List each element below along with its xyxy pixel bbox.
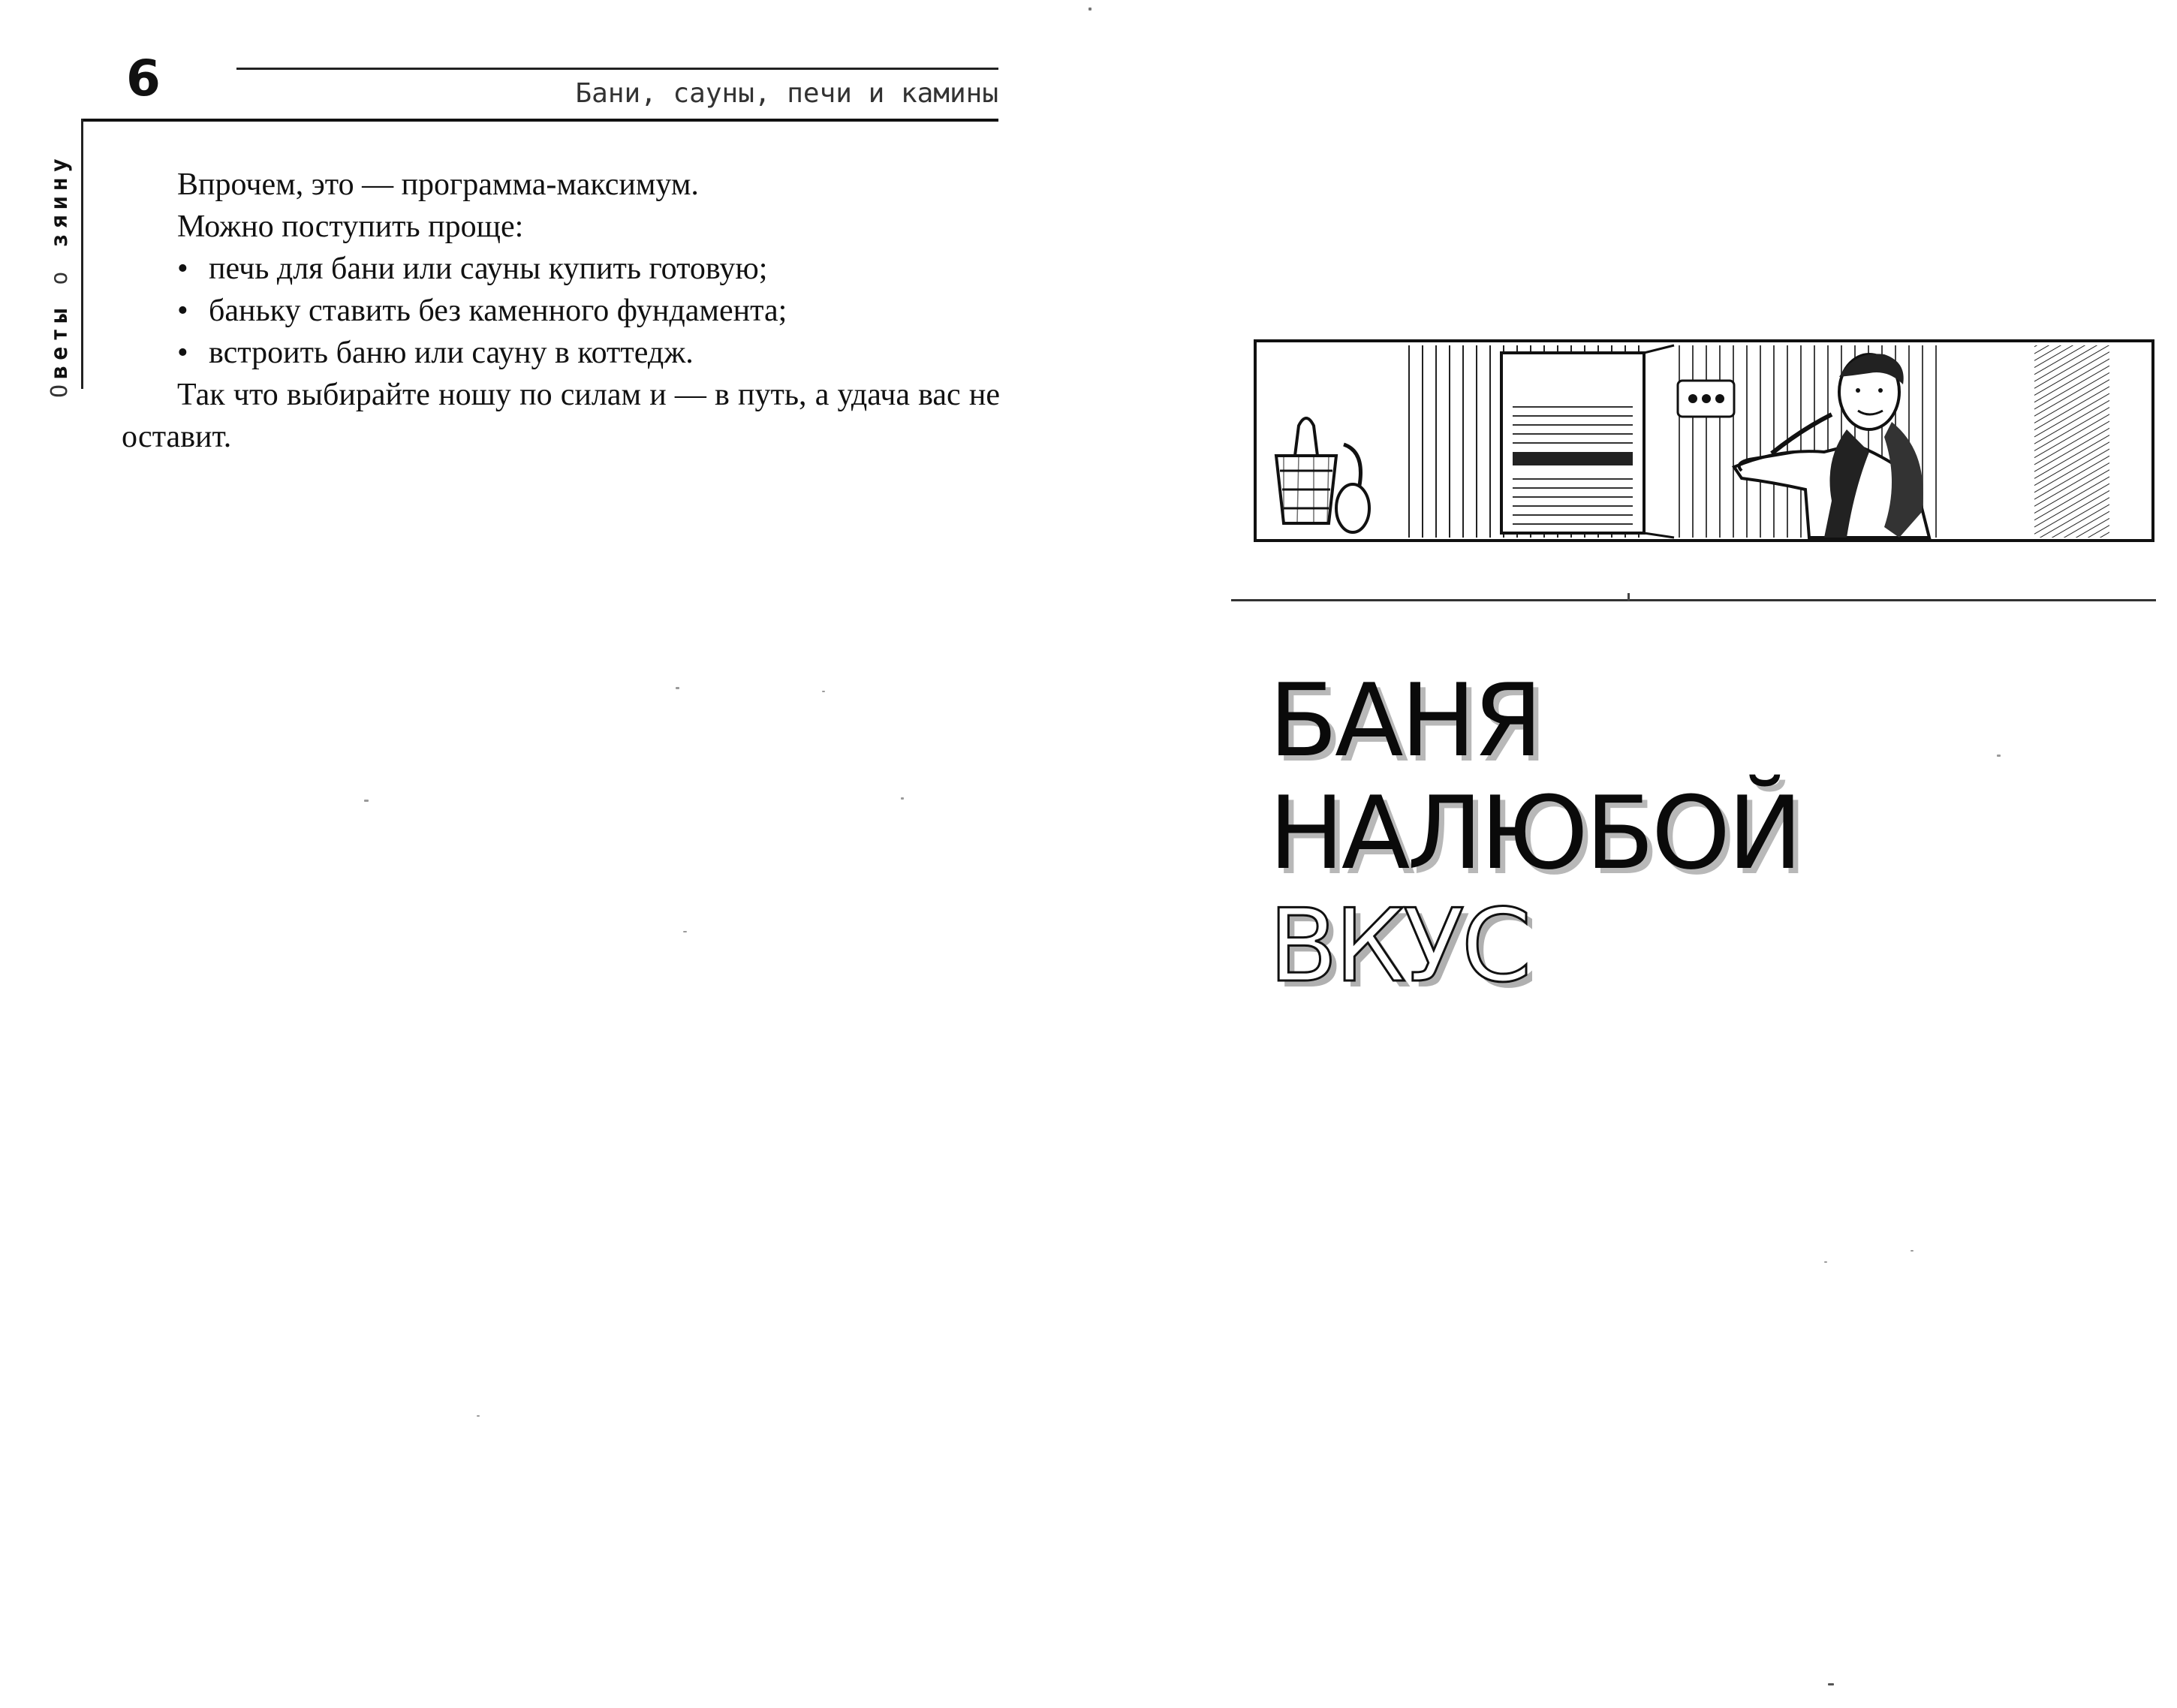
page-number: 6 (126, 50, 161, 107)
bullet-text: баньку ставить без каменного фундамента; (209, 294, 787, 328)
header-rule-top (236, 68, 998, 70)
bullet-marker: • (177, 336, 188, 370)
side-label-part-2: веты (47, 303, 73, 379)
paragraph: Можно поступить проще: (177, 209, 524, 244)
bullet-text: печь для бани или сауны купить готовую; (209, 252, 768, 286)
side-label-part-1: О (47, 378, 73, 398)
left-page (0, 0, 1088, 1708)
sauna-scene-illustration (1254, 339, 2154, 542)
scan-speck (477, 1415, 480, 1417)
title-line-2: НАЛЮБОЙ (1269, 775, 1800, 892)
side-label-part-3: о (47, 266, 73, 285)
right-page (1088, 0, 2177, 1708)
closing-paragraph: Так что выбирайте ношу по силам и — в путь, а удача вас не оставит. (122, 378, 1000, 454)
scan-speck (1088, 8, 1092, 11)
scan-speck (1828, 1683, 1834, 1685)
scan-speck (364, 800, 369, 802)
chapter-title (1269, 662, 1800, 1005)
body-text (122, 164, 1000, 458)
title-divider-rule (1231, 599, 2156, 601)
scan-speck (1824, 1261, 1827, 1263)
bullet-item (122, 290, 1000, 332)
paragraph: Впрочем, это — программа-максимум. (177, 167, 699, 202)
title-line-3: ВКУС (1269, 887, 1529, 1005)
bullet-marker: • (177, 252, 188, 286)
scan-speck (1911, 1250, 1914, 1252)
bullet-item (122, 248, 1000, 290)
title-line-1: БАНЯ (1269, 662, 1540, 779)
side-section-label (47, 120, 73, 398)
bullet-text: встроить баню или сауну в коттедж. (209, 336, 694, 370)
side-label-part-4: зяину (47, 153, 73, 248)
scan-speck (1997, 755, 2001, 757)
scan-speck (676, 687, 679, 689)
divider-tick (1627, 593, 1630, 601)
running-head: Бани, сауны, печи и камины (575, 78, 998, 109)
header-rule-bottom (81, 119, 998, 122)
side-rule (81, 119, 83, 389)
scan-speck (901, 797, 904, 800)
scan-speck (683, 931, 687, 932)
bullet-item (122, 332, 1000, 374)
scan-speck (822, 691, 825, 692)
bullet-marker: • (177, 294, 188, 328)
